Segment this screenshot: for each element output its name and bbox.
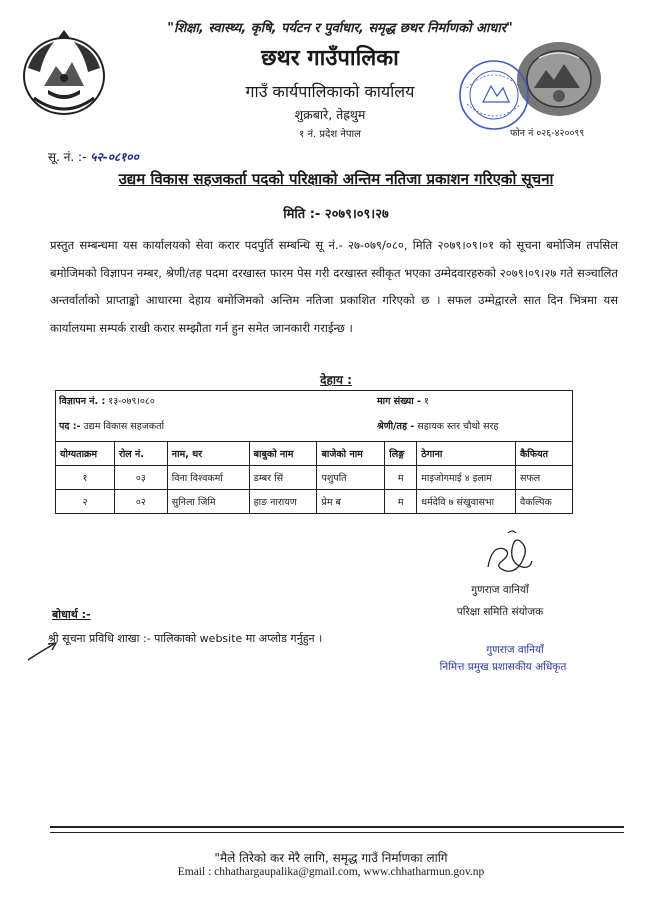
column-header: योग्यताक्रम xyxy=(56,442,115,466)
footer-rule xyxy=(50,826,624,828)
signer-title: परिक्षा समिति संयोजक xyxy=(456,606,544,618)
ad-value: १३-०७९।०८० xyxy=(108,396,155,407)
reference-number: ५२-०८१०० xyxy=(90,150,139,164)
table-cell: धर्मदेवि ७ संखुवासभा xyxy=(417,490,516,514)
nepal-emblem-icon xyxy=(14,28,114,120)
demand-count xyxy=(377,394,429,407)
column-header: ठेगाना xyxy=(417,442,516,466)
table-header-row xyxy=(56,442,573,466)
table-cell: हाङ नारायण xyxy=(249,490,317,514)
table-cell: वैकल्पिक xyxy=(516,490,573,514)
demand-value: १ xyxy=(424,396,429,407)
post-name xyxy=(59,419,164,432)
header-motto: "शिक्षा, स्वास्थ्य, कृषि, पर्यटन र पुर्वाधार, समृद्ध छथर निर्माणको आधार" xyxy=(167,21,513,36)
level-label: श्रेणी/तह - xyxy=(377,421,415,432)
table-cell: २ xyxy=(56,490,115,514)
table-cell: माइजोगमाई ४ इलाम xyxy=(417,466,516,490)
seal-name: गुणराज वानियाँ xyxy=(486,644,544,656)
column-header: लिङ्ग xyxy=(385,442,417,466)
table-cell: विना विश्वकर्मा xyxy=(167,466,249,490)
bodharth-label: बोधार्थ :- xyxy=(52,608,91,621)
post-label: पद :- xyxy=(59,421,81,432)
column-header: बाजेको नाम xyxy=(317,442,385,466)
table-cell: १ xyxy=(56,466,115,490)
phone-number: फोन नं ०२६-४२००९९ xyxy=(510,128,585,139)
ad-label: विज्ञापन नं. : xyxy=(59,396,106,407)
table-cell: पशुपति xyxy=(317,466,385,490)
table-cell: प्रेम ब xyxy=(317,490,385,514)
signature-icon xyxy=(478,527,538,581)
hand-arrow-icon xyxy=(26,640,66,662)
column-header: नाम, थर xyxy=(167,442,249,466)
table-cell: म xyxy=(385,466,417,490)
notice-body: प्रस्तुत सम्बन्धमा यस कार्यालयको सेवा करार पदपुर्ति सम्बन्धि सू नं.- २७-०७९/०८०, मिति २०७९।०९।०१ को सूचना बमोजिम तपसिल बमोजिमको विज्ञापन नम्बर, श्रेणी/तह पदमा दरखास्त फारम पेस गरी दरखास्त स्वीकृत भएका उम्मेदवारहरुको २०७९।०९।२७ गते सञ्चालित अन्तर्वार्ताको प्राप्ताङ्को आधारमा देहाय बमोजिमको अन्तिम नतिजा प्रकाशित गरिएको छ । सफल उम्मेद्वारले सात दिन भित्रमा यस कार्यालयमा सम्पर्क राखी करार सम्झौता गर्न हुन समेत जानकारी गराईन्छ । xyxy=(50,238,618,335)
footer-contact: Email : chhathargaupalika@gmail.com, www.chhatharmun.gov.np xyxy=(177,866,485,878)
footer-rule xyxy=(50,832,624,833)
table-row xyxy=(56,466,573,490)
table-cell: ०२ xyxy=(114,490,167,514)
notice-title: उद्यम विकास सहजकर्ता पदको परिक्षाको अन्तिम नतिजा प्रकाशन गरिएको सूचना xyxy=(118,170,554,188)
table-row xyxy=(56,490,573,514)
level-info xyxy=(377,419,498,432)
bodharth-line: श्री सूचना प्रविधि शाखा :- पालिकाको website मा अप्लोड गर्नुहुन । xyxy=(48,632,323,645)
ad-number xyxy=(59,394,155,407)
reference-label: सू. नं. :- xyxy=(48,150,87,164)
signer-name: गुणराज वानियाँ xyxy=(471,584,529,596)
province-label: १ नं. प्रदेश नेपाल xyxy=(299,129,361,140)
seal-title: निमित्त प्रमुख प्रशासकीय अधिकृत xyxy=(439,661,567,673)
demand-label: माग संख्या - xyxy=(377,396,421,407)
results-table xyxy=(55,441,573,514)
office-name: गाउँ कार्यपालिकाको कार्यालय xyxy=(245,82,415,101)
dehaya-heading: देहाय : xyxy=(320,373,352,387)
column-header: बाबुको नाम xyxy=(249,442,317,466)
office-address: शुक्रबारे, तेह्रथुम xyxy=(294,107,366,122)
table-cell: ०३ xyxy=(114,466,167,490)
post-value: उद्यम विकास सहजकर्ता xyxy=(83,421,165,432)
footer-motto: "मैले तिरेको कर मेरै लागि, समृद्ध गाउँ निर्माणका लागि xyxy=(214,851,448,865)
column-header: कैफियत xyxy=(516,442,573,466)
reference-line xyxy=(48,148,139,165)
notice-date: मिति :- २०७९।०९।२७ xyxy=(283,207,389,222)
table-cell: सफल xyxy=(516,466,573,490)
table-cell: सुनिला जिमि xyxy=(167,490,249,514)
org-name: छथर गाउँपालिका xyxy=(261,46,399,71)
table-cell: म xyxy=(385,490,417,514)
table-cell: डम्बर सिं xyxy=(249,466,317,490)
level-value: सहायक स्तर चौथो सरह xyxy=(417,421,499,432)
column-header: रोल नं. xyxy=(114,442,167,466)
